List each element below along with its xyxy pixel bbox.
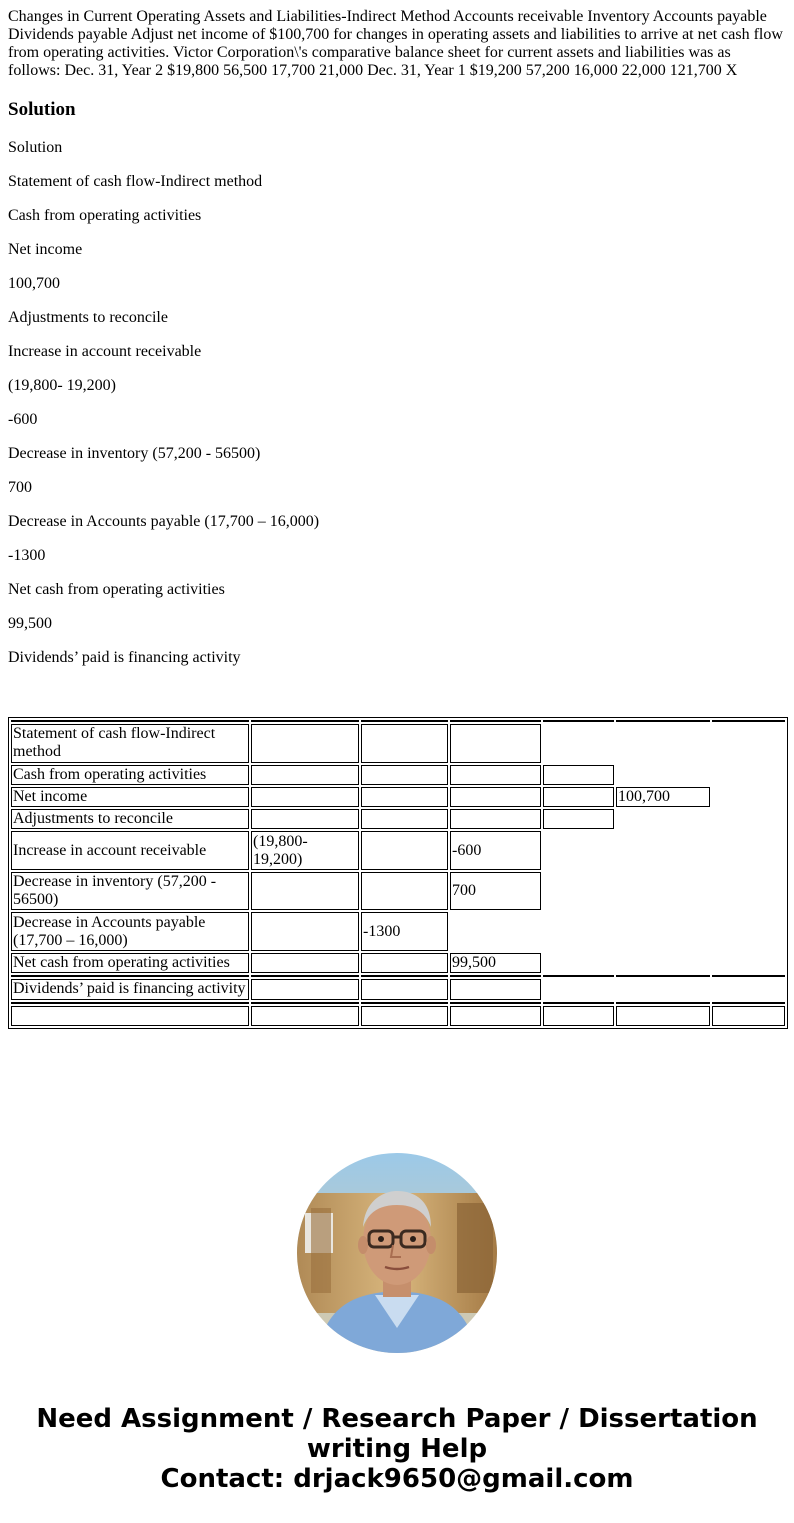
solution-line: 99,500 [8,615,52,632]
table-cell-label: Net cash from operating activities [11,953,249,973]
table-cell-label: Dividends’ paid is financing activity [11,979,249,999]
solution-line: 100,700 [8,275,60,292]
solution-line: Statement of cash flow-Indirect method [8,173,263,190]
solution-line: Adjustments to reconcile [8,309,168,326]
table-cell-calc: (19,800- 19,200) [251,831,359,870]
solution-line: Decrease in Accounts payable (17,700 – 16,000) [8,513,320,530]
solution-line: -600 [8,411,38,428]
cash-flow-table [8,717,788,1029]
solution-line: -1300 [8,547,46,564]
contact-line: writing Help [306,1434,488,1464]
table-row [11,1006,785,1026]
table-row [11,765,785,785]
table-cell-label: Decrease in Accounts payable (17,700 – 16,000) [11,912,249,951]
table-row [11,979,785,999]
table-cell-label: Cash from operating activities [11,765,249,785]
table-row [11,912,785,951]
table-cell-label: Adjustments to reconcile [11,809,249,829]
solution-line: Net cash from operating activities [8,581,225,598]
table-row [11,787,785,807]
table-cell-value: 99,500 [450,953,541,973]
table-row [11,724,785,763]
table-row [11,831,785,870]
solution-line: Cash from operating activities [8,207,202,224]
solution-line: Increase in account receivable [8,343,202,360]
table-cell-label: Statement of cash flow-Indirect method [11,724,249,763]
tutor-photo-icon [297,1153,497,1353]
tutor-avatar [297,1153,497,1353]
table-cell-value: 700 [450,872,541,911]
contact-banner [0,1404,794,1494]
solution-line: 700 [8,479,32,496]
table-cell-value: -1300 [361,912,448,951]
table-cell-label: Net income [11,787,249,807]
table-cell-label: Decrease in inventory (57,200 - 56500) [11,872,249,911]
table-cell-label: Increase in account receivable [11,831,249,870]
table-separator [11,1002,785,1004]
question-text: Changes in Current Operating Assets and Liabilities-Indirect Method Accounts receivable Inventory Accounts payable Dividends payable Adjust net income of $100,700 for changes in operating assets and liabilities to arrive at net cash flow from operating activities. Victor Corporation\'s comparative balance sheet for current assets and liabilities was as follows: Dec. 31, Year 2 $19,800 56,500 17,700 21,000 Dec. 31, Year 1 $19,200 57,200 16,000 22,000 121,700 X [8,8,783,79]
table-separator [11,720,785,722]
table-row [11,872,785,911]
table-row [11,953,785,973]
solution-heading: Solution [8,99,76,120]
table-separator [11,975,785,977]
solution-line: Net income [8,241,83,258]
table-cell-value: -600 [450,831,541,870]
table-cell-value: 100,700 [616,787,710,807]
contact-line: Need Assignment / Research Paper / Dissertation [36,1404,758,1434]
table-row [11,809,785,829]
solution-line: (19,800- 19,200) [8,377,116,394]
contact-email: Contact: drjack9650@gmail.com [160,1464,634,1494]
solution-line: Decrease in inventory (57,200 - 56500) [8,445,261,462]
solution-line: Dividends’ paid is financing activity [8,649,241,666]
solution-line: Solution [8,139,63,156]
